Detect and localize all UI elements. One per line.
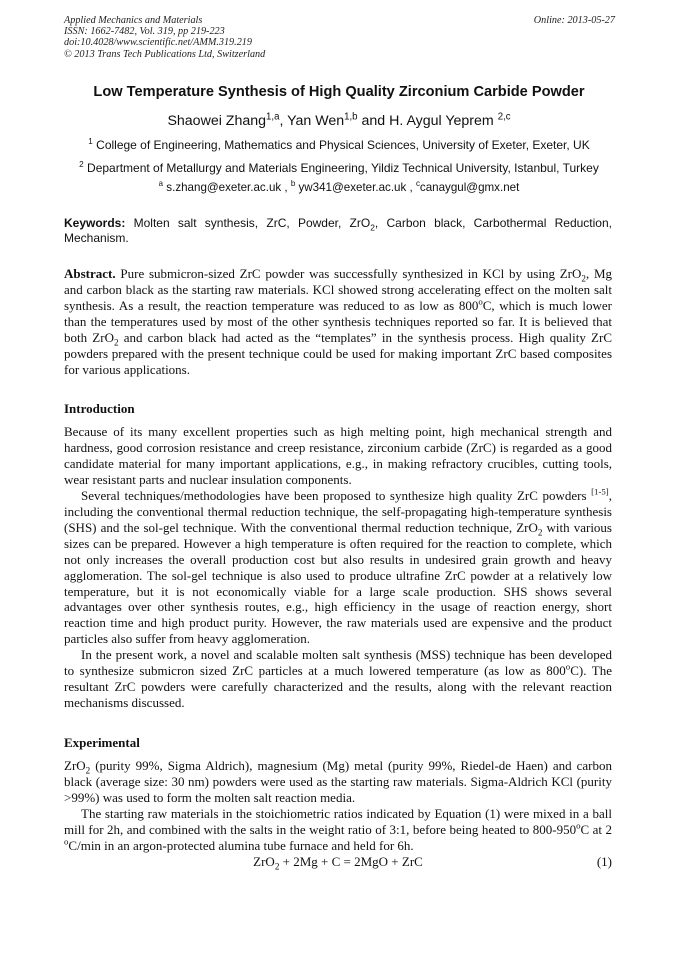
author-name: Shaowei Zhang: [167, 113, 267, 129]
paragraph: In the present work, a novel and scalable molten salt synthesis (MSS) technique has been developed to synthesize submicron sized ZrC particles at a much lowered temperature (as low as 800$^o$C). The resultant ZrC powders were carefully characterized and the results, along with the relevant reaction mechanisms discussed.: [64, 647, 612, 711]
copyright-line: © 2013 Trans Tech Publications Ltd, Switzerland: [64, 48, 266, 60]
author-name: H. Aygul Yeprem: [389, 113, 494, 129]
experimental-body: [64, 758, 612, 854]
affiliation-1: $^1$ College of Engineering, Mathematics and Physical Sciences, University of Exeter, Exeter, UK: [88, 137, 590, 152]
email-link[interactable]: s.zhang@exeter.ac.uk: [166, 181, 282, 194]
paragraph: Several techniques/methodologies have been proposed to synthesize high quality ZrC powders [1-5], including the conventional thermal reduction technique, the self-propagating high-temperature synthesis (SHS) and the sol-gel technique. With the conventional thermal reduction technique, ZrO$_2$ with various sizes can be prepared. However a high temperature is often required for the reaction to complete, which not only increases the overall production cost but also results in undesired grain growth and heavy agglomeration. The sol-gel technique is also used to produce ultrafine ZrC powder at a relatively low temperature, but it is not economically viable for a large scale production. SHS shows several advantages over other synthesis routes, e.g., high efficiency in the usage of reaction energy, short reaction time and high product purity. However, the raw materials used are expensive and the product particles also suffer from heavy agglomeration.: [64, 486, 612, 647]
paragraph: Because of its many excellent properties such as high melting point, high mechanical strength and hardness, good corrosion resistance and creep resistance, zirconium carbide (ZrC) is regarded as a good candidate material for many important applications, e.g., in making refractory crucibles, cutting tools, wear resistant parts and nuclear insulation components.: [64, 424, 612, 487]
journal-header: [64, 15, 265, 60]
introduction-heading: Introduction: [64, 401, 135, 416]
author-affil-mark: 1,b: [344, 111, 358, 123]
equation-number: (1): [596, 854, 612, 869]
author-name: Yan Wen: [287, 113, 345, 129]
keywords-label: Keywords:: [64, 216, 126, 230]
abstract-label: Abstract.: [64, 266, 116, 281]
issn-line: ISSN: 1662-7482, Vol. 319, pp 219-223: [64, 26, 225, 38]
citation-ref: [1-5]: [591, 486, 609, 497]
paragraph: ZrO$_2$ (purity 99%, Sigma Aldrich), magnesium (Mg) metal (purity 99%, Riedel-de Haen) and carbon black (average size: 30 nm) powders were used as the starting raw materials. Sigma-Aldrich KCl (purity >99%) was used to form the molten salt reaction media.: [64, 758, 612, 805]
paragraph: The starting raw materials in the stoichiometric ratios indicated by Equation (1) were mixed in a ball mill for 2h, and combined with the salts in the weight ratio of 3:1, before being heated to 800-950$^o$C at 2 $^o$C/min in an argon-protected alumina tube furnace and held for 6h.: [64, 805, 613, 853]
email-list: $^a$ s.zhang@exeter.ac.uk , $^b$ yw341@exeter.ac.uk , $^c$canaygul@gmx.net: [158, 179, 520, 194]
paper-title: Low Temperature Synthesis of High Quality Zirconium Carbide Powder: [93, 84, 585, 100]
journal-name: Applied Mechanics and Materials: [64, 15, 203, 26]
doi-line: doi:10.4028/www.scientific.net/AMM.319.219: [64, 37, 252, 49]
author-list: Shaowei Zhang$^{1,a}$, Yan Wen$^{1,b}$ and H. Aygul Yeprem $^{2,c}$: [167, 111, 511, 129]
equation-body: ZrO$_2$ + 2Mg + C = 2MgO + ZrC: [253, 854, 423, 872]
email-link[interactable]: canaygul@gmx.net: [419, 181, 520, 194]
author-affil-mark: 2,c: [497, 111, 511, 123]
keywords: Keywords: Molten salt synthesis, ZrC, Powder, ZrO$_2$, Carbon black, Carbothermal Reduction, Mechanism.: [64, 216, 612, 246]
affiliation-2: $^2$ Department of Metallurgy and Materials Engineering, Yildiz Technical University, Istanbul, Turkey: [79, 160, 599, 175]
online-date: Online: 2013-05-27: [533, 15, 615, 26]
introduction-body: [64, 424, 612, 711]
experimental-heading: Experimental: [64, 735, 140, 750]
email-link[interactable]: yw341@exeter.ac.uk: [298, 181, 407, 194]
author-affil-mark: 1,a: [266, 111, 280, 123]
abstract: Abstract. Pure submicron-sized ZrC powder was successfully synthesized in KCl by using ZrO$_2$, Mg and carbon black as the starting raw materials. KCl showed strong accelerating effect on the molten salt synthesis. As a result, the reaction temperature was reduced to as low as 800$^o$C, which is much lower than the temperatures used by most of the other synthesis techniques reported so far. It is believed that both ZrO$_2$ and carbon black had acted as the “templates” in the synthesis process. High quality ZrC powders prepared with the present technique could be used for making important ZrC based composites for various applications.: [64, 266, 613, 377]
